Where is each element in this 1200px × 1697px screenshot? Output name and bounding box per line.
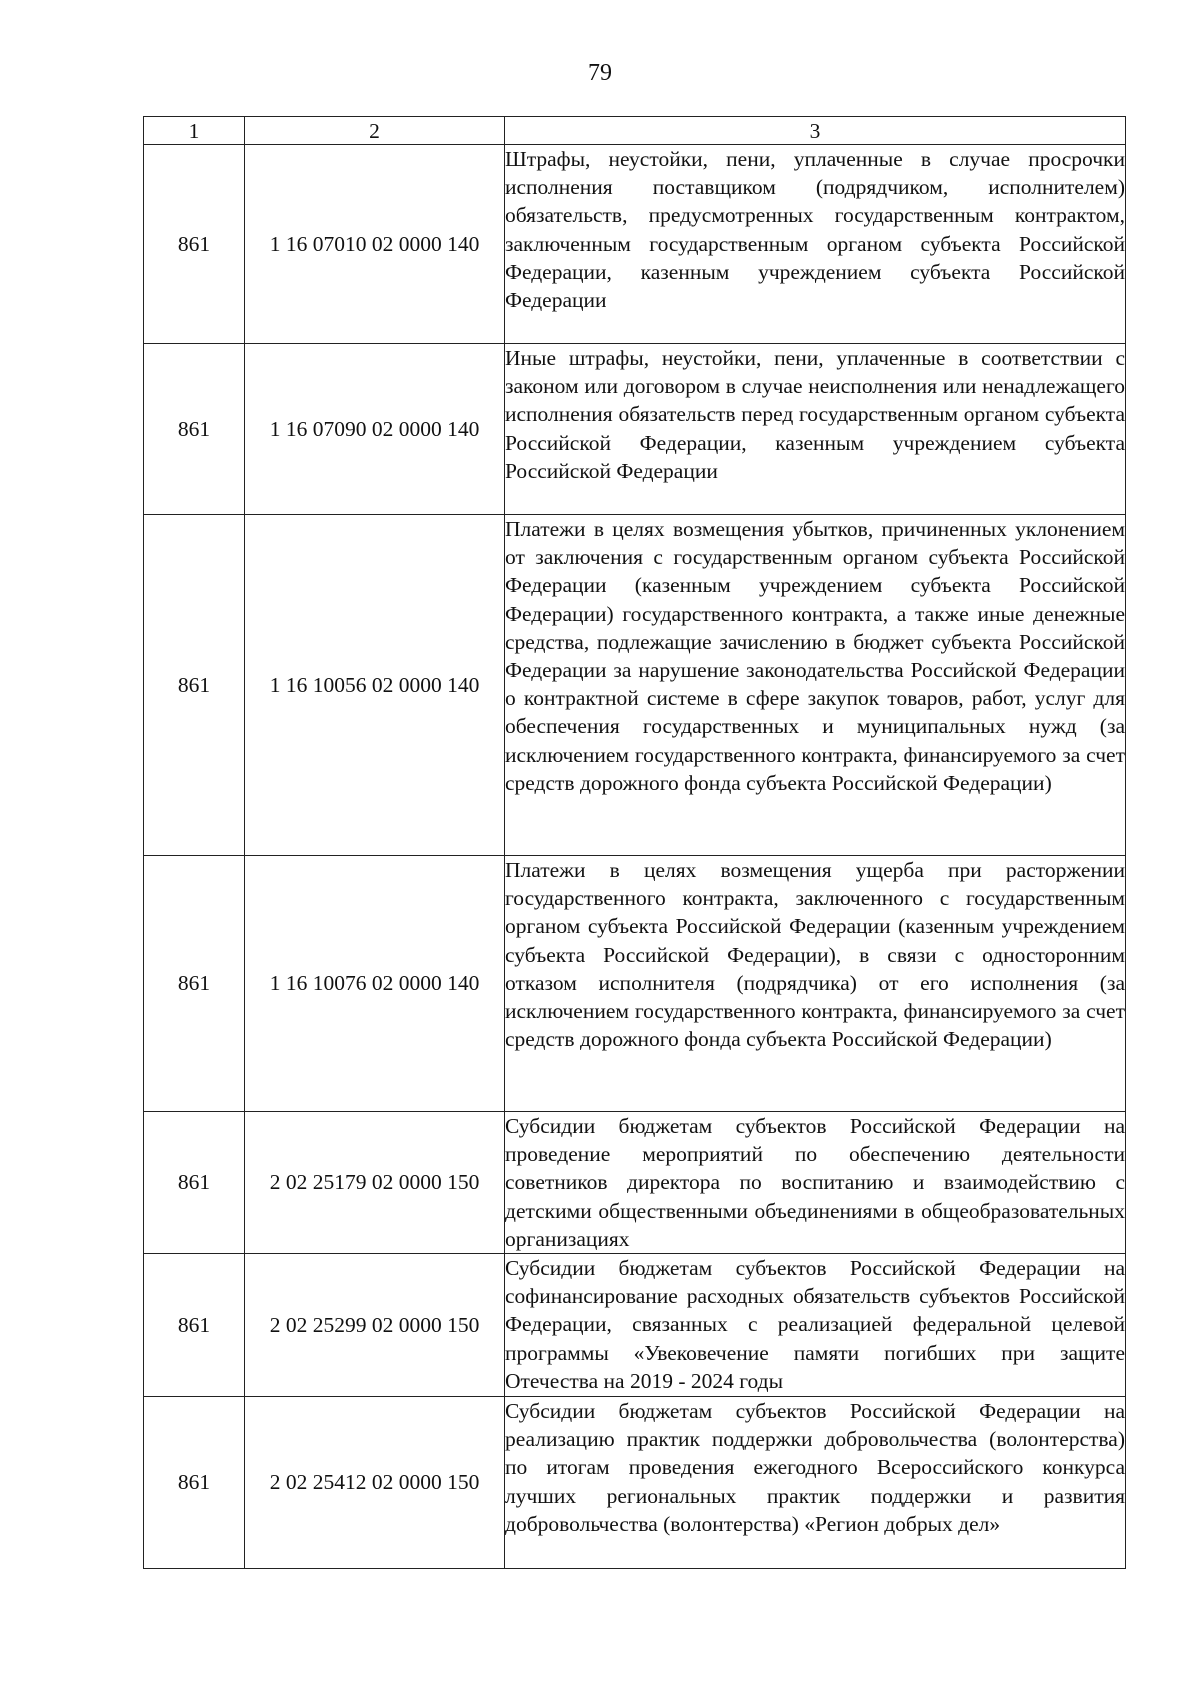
column-header-2: 2 [245,117,505,145]
description-cell: Иные штрафы, неустойки, пени, уплаченные в соответствии с законом или договором в случае неисполнения или ненадлежащего исполнения обязательств перед государственным органом субъекта Российской Федерации, казенным учреждением субъекта Российской Федерации [505,344,1126,515]
revenue-code-cell: 2 02 25412 02 0000 150 [245,1397,505,1569]
revenue-code-cell: 1 16 07090 02 0000 140 [245,344,505,515]
column-header-1: 1 [144,117,245,145]
admin-code-cell: 861 [144,145,245,344]
table-row [144,1112,1126,1254]
table-row [144,344,1126,515]
table-row [144,1254,1126,1397]
table-row [144,1397,1126,1569]
description-cell: Платежи в целях возмещения убытков, причиненных уклонением от заключения с государственным органом субъекта Российской Федерации (казенным учреждением субъекта Российской Федерации) государственного контракта, а также иные денежные средства, подлежащие зачислению в бюджет субъекта Российской Федерации за нарушение законодательства Российской Федерации о контрактной системе в сфере закупок товаров, работ, услуг для обеспечения государственных и муниципальных нужд (за исключением государственного контракта, финансируемого за счет средств дорожного фонда субъекта Российской Федерации) [505,515,1126,856]
revenue-code-cell: 1 16 07010 02 0000 140 [245,145,505,344]
revenue-code-cell: 2 02 25299 02 0000 150 [245,1254,505,1397]
revenue-code-cell: 2 02 25179 02 0000 150 [245,1112,505,1254]
table-row [144,145,1126,344]
admin-code-cell: 861 [144,1112,245,1254]
description-cell: Субсидии бюджетам субъектов Российской Федерации на реализацию практик поддержки добровольчества (волонтерства) по итогам проведения ежегодного Всероссийского конкурса лучших региональных практик поддержки и развития добровольчества (волонтерства) «Регион добрых дел» [505,1397,1126,1569]
description-cell: Платежи в целях возмещения ущерба при расторжении государственного контракта, заключенного с государственным органом субъекта Российской Федерации (казенным учреждением субъекта Российской Федерации), в связи с односторонним отказом исполнителя (подрядчика) от его исполнения (за исключением государственного контракта, финансируемого за счет средств дорожного фонда субъекта Российской Федерации) [505,856,1126,1112]
revenue-code-cell: 1 16 10076 02 0000 140 [245,856,505,1112]
description-cell: Субсидии бюджетам субъектов Российской Федерации на софинансирование расходных обязательств субъектов Российской Федерации, связанных с реализацией федеральной целевой программы «Увековечение памяти погибших при защите Отечества на 2019 - 2024 годы [505,1254,1126,1397]
table-row [144,515,1126,856]
admin-code-cell: 861 [144,856,245,1112]
page-number: 79 [588,60,612,86]
budget-classification-table [143,116,1126,1569]
column-header-3: 3 [505,117,1126,145]
revenue-code-cell: 1 16 10056 02 0000 140 [245,515,505,856]
table-row [144,856,1126,1112]
table-header-row [144,117,1126,145]
admin-code-cell: 861 [144,1254,245,1397]
admin-code-cell: 861 [144,515,245,856]
admin-code-cell: 861 [144,1397,245,1569]
admin-code-cell: 861 [144,344,245,515]
description-cell: Штрафы, неустойки, пени, уплаченные в случае просрочки исполнения поставщиком (подрядчиком, исполнителем) обязательств, предусмотренных государственным контрактом, заключенным государственным органом субъекта Российской Федерации, казенным учреждением субъекта Российской Федерации [505,145,1126,344]
description-cell: Субсидии бюджетам субъектов Российской Федерации на проведение мероприятий по обеспечению деятельности советников директора по воспитанию и взаимодействию с детскими общественными объединениями в общеобразовательных организациях [505,1112,1126,1254]
